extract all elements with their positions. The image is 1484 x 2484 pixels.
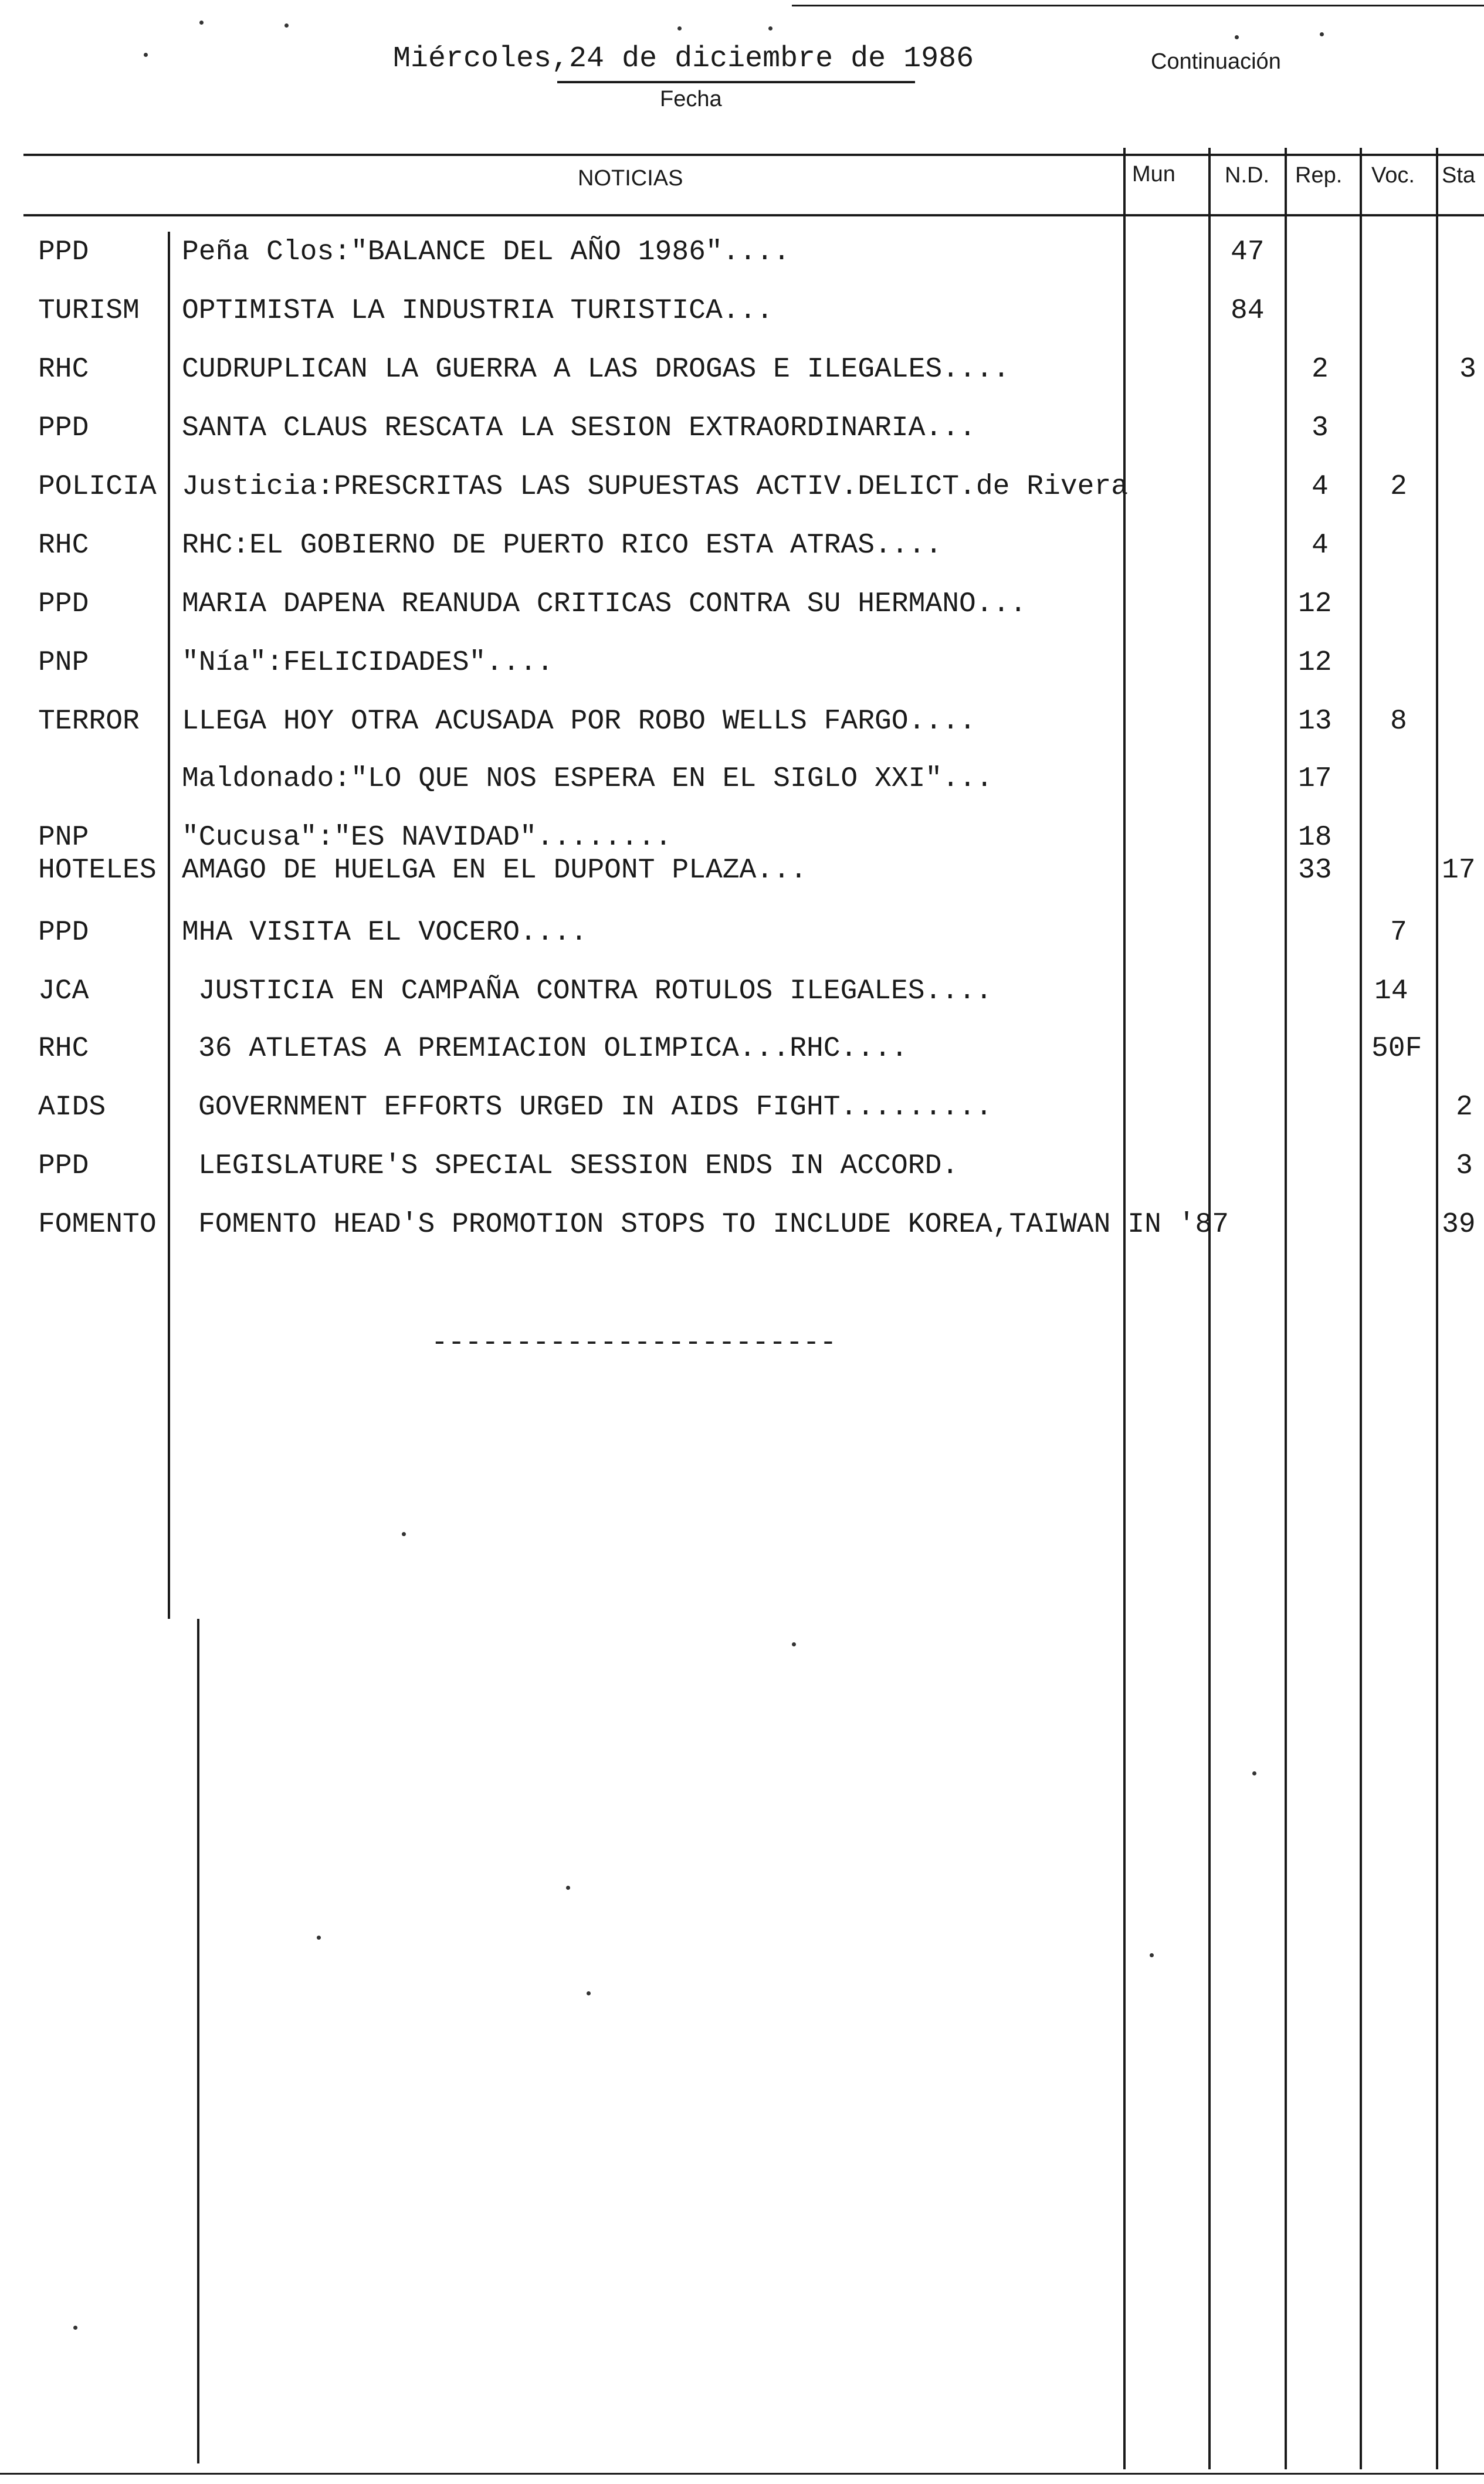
row-headline: MHA VISITA EL VOCERO....: [182, 917, 588, 948]
row-voc-value: 50F: [1371, 1033, 1422, 1065]
row-category: RHC: [38, 1033, 89, 1065]
document-date: Miércoles,24 de diciembre de 1986: [393, 42, 974, 76]
column-divider-sta: [1436, 148, 1438, 2469]
row-category: PPD: [38, 917, 89, 948]
column-header-noticias: NOTICIAS: [578, 166, 683, 191]
row-nd-value: 47: [1231, 236, 1265, 268]
table-header-bottom-rule: [23, 214, 1484, 216]
top-edge-rule: [792, 5, 1484, 6]
row-sta-value: 3: [1459, 354, 1476, 385]
bottom-edge-rule: [0, 2473, 1484, 2475]
speck: [792, 1642, 796, 1646]
speck: [317, 1936, 321, 1940]
column-divider-nd: [1208, 148, 1211, 2469]
row-sta-value: 2: [1456, 1092, 1473, 1123]
speck: [587, 1991, 591, 1995]
row-headline: RHC:EL GOBIERNO DE PUERTO RICO ESTA ATRAS....: [182, 530, 943, 561]
date-caption: Fecha: [660, 87, 722, 111]
continuation-label: Continuación: [1151, 49, 1281, 74]
row-sta-value: 3: [1456, 1150, 1473, 1182]
row-headline: LEGISLATURE'S SPECIAL SESSION ENDS IN ACCORD.: [198, 1150, 959, 1182]
column-header-voc: Voc.: [1371, 163, 1415, 188]
speck: [768, 26, 773, 31]
speck: [1150, 1953, 1154, 1957]
row-headline: "Nía":FELICIDADES"....: [182, 647, 554, 679]
column-divider-voc: [1360, 148, 1362, 2469]
speck: [73, 2326, 77, 2330]
row-headline: LLEGA HOY OTRA ACUSADA POR ROBO WELLS FARGO....: [182, 706, 976, 737]
column-divider-category-lower: [197, 1619, 199, 2463]
row-rep-value: 17: [1298, 763, 1332, 795]
row-headline: Maldonado:"LO QUE NOS ESPERA EN EL SIGLO XXI"...: [182, 763, 993, 795]
row-headline: 36 ATLETAS A PREMIACION OLIMPICA...RHC....: [198, 1033, 908, 1065]
row-headline: CUDRUPLICAN LA GUERRA A LAS DROGAS E ILEGALES....: [182, 354, 1010, 385]
speck: [566, 1886, 570, 1890]
row-sta-value: 39: [1442, 1209, 1476, 1241]
column-header-nd: N.D.: [1225, 163, 1269, 188]
row-sta-value: 17: [1442, 855, 1476, 886]
column-divider-category: [168, 232, 170, 1619]
row-category: TURISM: [38, 295, 140, 327]
row-category: PPD: [38, 588, 89, 620]
row-headline: SANTA CLAUS RESCATA LA SESION EXTRAORDINARIA...: [182, 412, 976, 444]
row-category: RHC: [38, 530, 89, 561]
row-headline: Peña Clos:"BALANCE DEL AÑO 1986"....: [182, 236, 790, 268]
column-divider-rep: [1285, 148, 1287, 2469]
row-rep-value: 12: [1298, 647, 1332, 679]
row-category: PPD: [38, 1150, 89, 1182]
date-underline: [557, 81, 915, 83]
row-rep-value: 4: [1312, 471, 1329, 503]
row-rep-value: 2: [1312, 354, 1329, 385]
row-headline: "Cucusa":"ES NAVIDAD"........: [182, 822, 672, 853]
row-category: POLICIA: [38, 471, 157, 503]
row-headline: Justicia:PRESCRITAS LAS SUPUESTAS ACTIV.DELICT.de Rivera: [182, 471, 1129, 503]
row-headline: GOVERNMENT EFFORTS URGED IN AIDS FIGHT.........: [198, 1092, 992, 1123]
end-of-list-marker: ------------------------: [431, 1327, 837, 1359]
row-category: RHC: [38, 354, 89, 385]
column-header-rep: Rep.: [1295, 163, 1343, 188]
column-header-mun: Mun: [1132, 162, 1175, 187]
speck: [144, 53, 148, 57]
row-headline: JUSTICIA EN CAMPAÑA CONTRA ROTULOS ILEGALES....: [198, 975, 992, 1007]
row-category: PPD: [38, 236, 89, 268]
row-category: HOTELES: [38, 855, 157, 886]
speck: [677, 26, 682, 31]
speck: [1235, 35, 1239, 39]
speck: [284, 23, 289, 28]
speck: [199, 21, 204, 25]
row-rep-value: 4: [1312, 530, 1329, 561]
row-category: PNP: [38, 647, 89, 679]
row-rep-value: 3: [1312, 412, 1329, 444]
row-rep-value: 12: [1298, 588, 1332, 620]
row-voc-value: 7: [1390, 917, 1407, 948]
row-category: PNP: [38, 822, 89, 853]
speck: [1252, 1771, 1256, 1775]
speck: [1320, 32, 1324, 36]
row-voc-value: 8: [1390, 706, 1407, 737]
row-category: FOMENTO: [38, 1209, 157, 1241]
row-rep-value: 18: [1298, 822, 1332, 853]
row-category: JCA: [38, 975, 89, 1007]
row-headline: MARIA DAPENA REANUDA CRITICAS CONTRA SU HERMANO...: [182, 588, 1027, 620]
row-rep-value: 33: [1298, 855, 1332, 886]
table-top-rule: [23, 154, 1484, 156]
row-category: AIDS: [38, 1092, 106, 1123]
row-nd-value: 84: [1231, 295, 1265, 327]
row-rep-value: 13: [1298, 706, 1332, 737]
row-category: TERROR: [38, 706, 140, 737]
row-headline: FOMENTO HEAD'S PROMOTION STOPS TO INCLUDE KOREA,TAIWAN IN '87: [198, 1209, 1229, 1241]
row-category: PPD: [38, 412, 89, 444]
row-voc-value: 2: [1390, 471, 1407, 503]
row-headline: AMAGO DE HUELGA EN EL DUPONT PLAZA...: [182, 855, 807, 886]
speck: [402, 1532, 406, 1536]
row-voc-value: 14: [1374, 975, 1408, 1007]
row-headline: OPTIMISTA LA INDUSTRIA TURISTICA...: [182, 295, 774, 327]
column-header-sta: Sta: [1442, 163, 1476, 188]
